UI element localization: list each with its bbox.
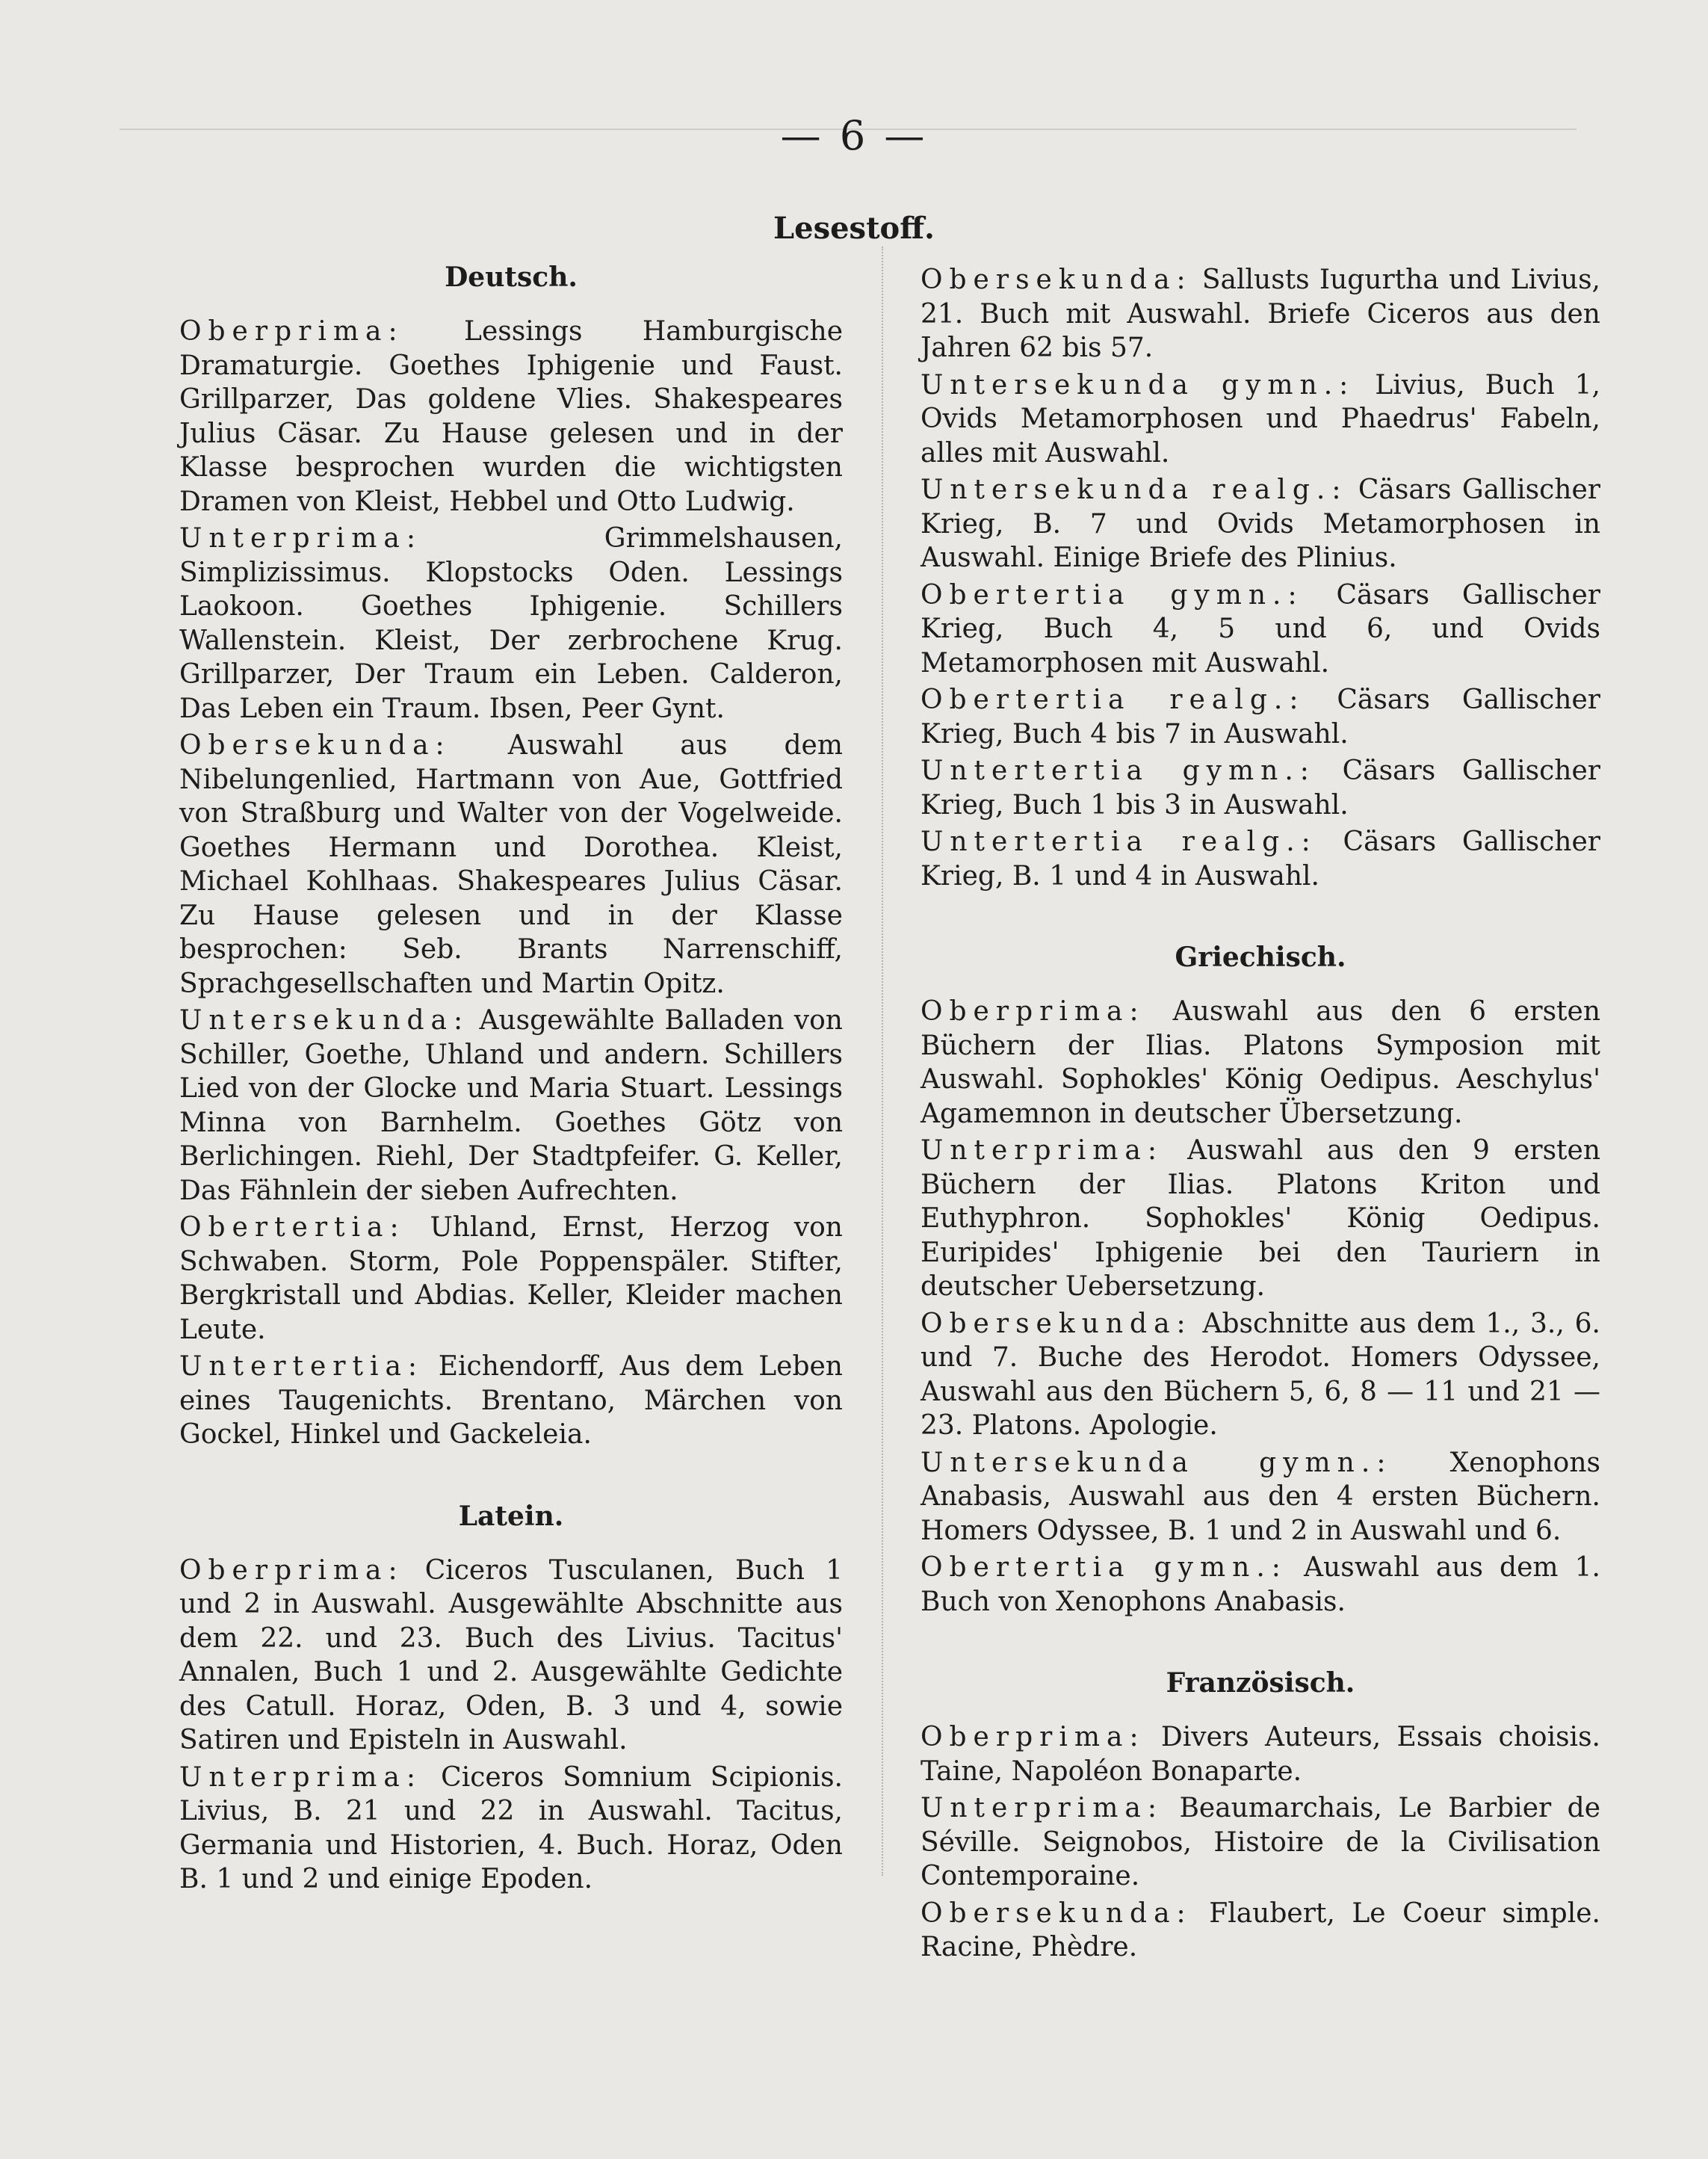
right-column (920, 263, 1600, 1968)
entry-text: Cäsars Gallischer Krieg, Buch 4, 5 und 6, und Ovids Metamorphosen mit Auswahl. (920, 579, 1600, 679)
class-term: Untertertia gymn.: (920, 756, 1316, 786)
class-term: Oberprima: (179, 1554, 404, 1586)
entry-text: Cäsars Gallischer Krieg, B. 7 und Ovids Metamorphosen in Auswahl. Einige Briefe des Plinius. (920, 475, 1600, 573)
entry-text: Cäsars Gallischer Krieg, Buch 1 bis 3 in Auswahl. (920, 756, 1600, 821)
section-heading-deutsch: Deutsch. (445, 262, 578, 293)
class-term: Untersekunda: (179, 1005, 470, 1036)
entry-text: Grimmelshausen, Simplizissimus. Klopstocks Oden. Lessings Laokoon. Goethes Iphigenie. Schillers Wallenstein. Kleist, Der zerbrochene Krug. Grillparzer, Der Traum ein Leben. Calderon, Das Leben ein Traum. Ibsen, Peer Gynt. (179, 523, 843, 724)
entry-text: Auswahl aus dem Nibelungenlied, Hartmann von Aue, Gottfried von Straßburg und Walter von der Vogelweide. Goethes Hermann und Dorothea. Kleist, Michael Kohlhaas. Shakespeares Julius Cäsar. Zu Hause gelesen und in der Klasse besprochen: Seb. Brants Narrenschiff, Sprachgesellschaften und Martin Opitz. (179, 730, 843, 999)
entry-text: Livius, Buch 1, Ovids Metamorphosen und Phaedrus' Fabeln, alles mit Auswahl. (920, 369, 1600, 469)
class-term: Obersekunda: (920, 1308, 1192, 1339)
entry (920, 473, 1600, 575)
column-divider (882, 247, 883, 1876)
entry (920, 368, 1600, 471)
entry-text: Uhland, Ernst, Herzog von Schwaben. Storm, Pole Poppenspäler. Stifter, Bergkristall und Abdias. Keller, Kleider machen Leute. (179, 1212, 843, 1345)
entry-text: Auswahl aus dem 1. Buch von Xenophons Anabasis. (920, 1552, 1600, 1617)
entry-text: Ciceros Tusculanen, Buch 1 und 2 in Auswahl. Ausgewählte Abschnitte aus dem 22. und 23. Buch des Livius. Tacitus' Annalen, Buch 1 und 2. Ausgewählte Gedichte des Catull. Horaz, Oden, B. 3 und 4, sowie Satiren und Episteln in Auswahl. (179, 1554, 843, 1755)
class-term: Obersekunda: (179, 730, 451, 761)
entry (920, 578, 1600, 681)
class-term: Untersekunda gymn.: (920, 369, 1355, 401)
entry (920, 1134, 1600, 1304)
class-term: Unterprima: (920, 1793, 1164, 1823)
class-term: Oberprima: (179, 316, 404, 347)
class-term: Untersekunda gymn.: (920, 1447, 1393, 1478)
entry (179, 1350, 843, 1452)
entry (920, 754, 1600, 822)
page-number: — 6 — (780, 112, 928, 159)
entry (179, 1004, 843, 1208)
class-term: Untertertia: (179, 1351, 424, 1382)
entry (179, 1761, 843, 1897)
entry (179, 522, 843, 726)
entry-text: Cäsars Gallischer Krieg, Buch 4 bis 7 in Auswahl. (920, 685, 1600, 750)
entry (920, 1897, 1600, 1965)
entry-text: Ciceros Somnium Scipionis. Livius, B. 21 und 22 in Auswahl. Tacitus, Germania und Historien, 4. Buch. Horaz, Oden B. 1 und 2 und einige Epoden. (179, 1761, 843, 1894)
entry (179, 729, 843, 1001)
section-heading-latein: Latein. (458, 1500, 564, 1532)
class-term: Obersekunda: (920, 1897, 1192, 1929)
entry (920, 1307, 1600, 1443)
entry-text: Eichendorff, Aus dem Leben eines Taugenichts. Brentano, Märchen von Gockel, Hinkel und Gackeleia. (179, 1351, 843, 1450)
entry-text: Ausgewählte Balladen von Schiller, Goethe, Uhland und andern. Schillers Lied von der Glocke und Maria Stuart. Lessings Minna von Barnhelm. Goethes Götz von Berlichingen. Riehl, Der Stadtpfeifer. G. Keller, Das Fähnlein der sieben Aufrechten. (179, 1005, 843, 1206)
entry-text: Auswahl aus den 9 ersten Büchern der Ilias. Platons Kriton und Euthyphron. Sophokles' König Oedipus. Euripides' Iphigenie bei den Tauriern in deutscher Uebersetzung. (920, 1135, 1600, 1302)
entry (920, 1791, 1600, 1894)
entry-text: Abschnitte aus dem 1., 3., 6. und 7. Buche des Herodot. Homers Odyssee, Auswahl aus den Büchern 5, 6, 8 — 11 und 21 — 23. Platons. Apologie. (920, 1308, 1600, 1441)
section-heading-griechisch: Griechisch. (1175, 942, 1346, 973)
entry-text: Flaubert, Le Coeur simple. Racine, Phèdre. (920, 1897, 1600, 1962)
entry (920, 1446, 1600, 1548)
entry-text: Auswahl aus den 6 ersten Büchern der Ilias. Platons Symposion mit Auswahl. Sophokles' König Oedipus. Aeschylus' Agamemnon in deutscher Übersetzung. (920, 996, 1600, 1129)
entry (920, 683, 1600, 751)
class-term: Obertertia: (179, 1212, 406, 1243)
class-term: Untersekunda realg.: (920, 475, 1348, 505)
section-heading-franzoesisch: Französisch. (1166, 1667, 1355, 1699)
left-column (179, 258, 843, 1900)
entry (920, 825, 1600, 893)
entry-text: Xenophons Anabasis, Auswahl aus den 4 ersten Büchern. Homers Odyssee, B. 1 und 2 in Auswahl und 6. (920, 1447, 1600, 1546)
class-term: Unterprima: (179, 1761, 423, 1793)
section-spacer (920, 896, 1600, 938)
entry-text: Beaumarchais, Le Barbier de Séville. Seignobos, Histoire de la Civilisation Contemporaine. (920, 1793, 1600, 1891)
entry-text: Lessings Hamburgische Dramaturgie. Goethes Iphigenie und Faust. Grillparzer, Das goldene Vlies. Shakespeares Julius Cäsar. Zu Hause gelesen und in der Klasse besprochen wurden die wichtigsten Dramen von Kleist, Hebbel und Otto Ludwig. (179, 316, 843, 517)
entry-text: Cäsars Gallischer Krieg, B. 1 und 4 in Auswahl. (920, 827, 1600, 892)
entry (920, 263, 1600, 365)
class-term: Obertertia gymn.: (920, 1552, 1287, 1583)
class-term: Untertertia realg.: (920, 827, 1317, 857)
section-spacer (920, 1622, 1600, 1664)
entry (179, 1211, 843, 1347)
entry (920, 995, 1600, 1131)
entry-text: Sallusts Iugurtha und Livius, 21. Buch mit Auswahl. Briefe Ciceros aus den Jahren 62 bis 57. (920, 265, 1600, 363)
class-term: Unterprima: (179, 523, 423, 554)
entry (179, 1554, 843, 1758)
class-term: Oberprima: (920, 1722, 1145, 1752)
entry (920, 1720, 1600, 1788)
page-title: Lesestoff. (773, 211, 935, 246)
class-term: Oberprima: (920, 996, 1145, 1027)
section-spacer (179, 1455, 843, 1497)
entry (920, 1551, 1600, 1619)
entry-text: Divers Auteurs, Essais choisis. Taine, Napoléon Bonaparte. (920, 1722, 1600, 1787)
class-term: Obersekunda: (920, 265, 1192, 295)
class-term: Unterprima: (920, 1135, 1164, 1166)
class-term: Obertertia gymn.: (920, 579, 1304, 611)
entry (179, 315, 843, 519)
class-term: Obertertia realg.: (920, 685, 1305, 715)
